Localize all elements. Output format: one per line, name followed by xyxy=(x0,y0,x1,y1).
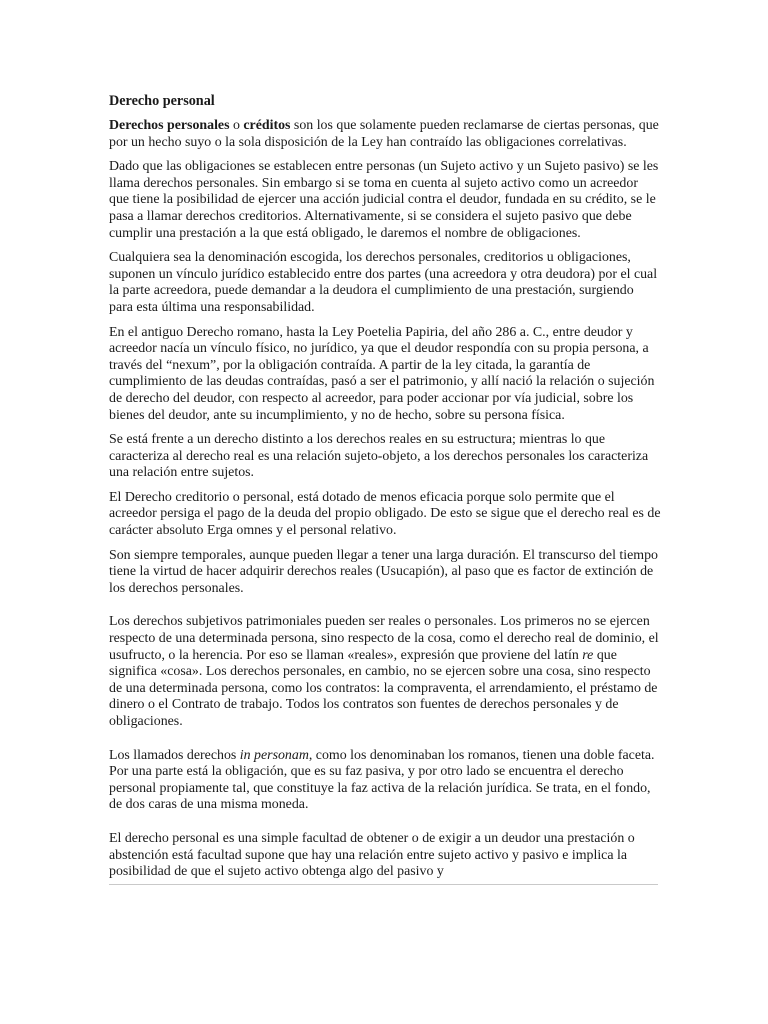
paragraph-reales-personales xyxy=(109,614,661,730)
term-derechos-personales: Derechos personales xyxy=(109,118,230,133)
document-page xyxy=(109,93,661,885)
paragraph-text: Los llamados derechos xyxy=(109,747,240,763)
paragraph-text: que significa «cosa». Los derechos personales, en cambio, no se ejercen sobre una cosa, sino respecto de una determinada persona, como los contratos: la compraventa, el arrendamiento, el préstamo de dinero o el Contrato de trabajo. Todos los contratos son fuentes de derechos personales y de obligaciones. xyxy=(109,647,658,729)
paragraph-text: Los derechos subjetivos patrimoniales pueden ser reales o personales. Los primeros no se ejercen respecto de una determinada persona, sino respecto de la cosa, como el derecho real de dominio, el usufructo, o la herencia. Por eso se llaman «reales», expresión que proviene del latín xyxy=(109,614,659,663)
paragraph-eficacia: El Derecho creditorio o personal, está dotado de menos eficacia porque solo permite que el acreedor persiga el pago de la deuda del propio obligado. De esto se sigue que el derecho real es de carácter absoluto Erga omnes y el personal relativo. xyxy=(109,489,661,539)
paragraph-temporales: Son siempre temporales, aunque pueden llegar a tener una larga duración. El transcurso del tiempo tiene la virtud de hacer adquirir derechos reales (Usucapión), al paso que es factor de extinción de los derechos personales. xyxy=(109,547,659,596)
page-bottom-divider xyxy=(109,884,658,885)
latin-term-in-personam: in personam xyxy=(239,747,309,763)
term-creditos: créditos xyxy=(243,118,291,133)
document-title: Derecho personal xyxy=(109,93,215,109)
paragraph-definition xyxy=(109,118,661,151)
latin-term-re: re xyxy=(582,647,594,663)
paragraph-sujetos: Dado que las obligaciones se establecen entre personas (un Sujeto activo y un Sujeto pasivo) se les llama derechos personales. Sin embargo si se toma en cuenta al sujeto activo como un acreedor que tiene la posibilidad de ejercer una acción judicial contra el deudor, fundada en su crédito, se le pasa a llamar derechos creditorios. Alternativamente, si se considera el sujeto pasivo que debe cumplir una prestación a la que está obligado, le daremos el nombre de obligaciones. xyxy=(109,159,659,241)
paragraph-estructura: Se está frente a un derecho distinto a los derechos reales en su estructura; mientras lo que caracteriza al derecho real es una relación sujeto-objeto, a los derechos personales los caracteriza una relación entre sujetos. xyxy=(109,432,649,481)
paragraph-text: o xyxy=(229,118,244,133)
paragraph-text: , como los denominaban los romanos, tienen una doble faceta. Por una parte está la obligación, que es su faz pasiva, y por otro lado se encuentra el derecho personal propiamente tal, que constituye la faz activa de la relación jurídica. Se trata, en el fondo, de dos caras de una misma moneda. xyxy=(109,747,655,813)
paragraph-text: son los que solamente pueden reclamarse de ciertas personas, que por un hecho suyo o la sola disposición de la Ley han contraído las obligaciones correlativas. xyxy=(109,118,659,150)
paragraph-in-personam xyxy=(109,748,661,814)
paragraph-derecho-romano: En el antiguo Derecho romano, hasta la Ley Poetelia Papiria, del año 286 a. C., entre deudor y acreedor nacía un vínculo físico, no jurídico, ya que el deudor respondía con su propia persona, a través del “nexum”, por la obligación contraída. A partir de la ley citada, la garantía de cumplimiento de las deudas contraídas, pasó a ser el patrimonio, y allí nació la relación o sujeción de derecho del deudor, con respecto al acreedor, para poder accionar por vía judicial, sobre los bienes del deudor, ante su incumplimiento, y no de hecho, sobre su persona física. xyxy=(109,324,655,423)
paragraph-facultad: El derecho personal es una simple facultad de obtener o de exigir a un deudor una prestación o abstención está facultad supone que hay una relación entre sujeto activo y pasivo e implica la posibilidad de que el sujeto activo obtenga algo del pasivo y xyxy=(109,830,635,880)
paragraph-denominacion: Cualquiera sea la denominación escogida, los derechos personales, creditorios u obligaciones, suponen un vínculo jurídico establecido entre dos partes (una acreedora y otra deudora) por el cual la parte acreedora, puede demandar a la deudora el cumplimiento de una prestación, surgiendo para esta última una responsabilidad. xyxy=(109,250,658,315)
